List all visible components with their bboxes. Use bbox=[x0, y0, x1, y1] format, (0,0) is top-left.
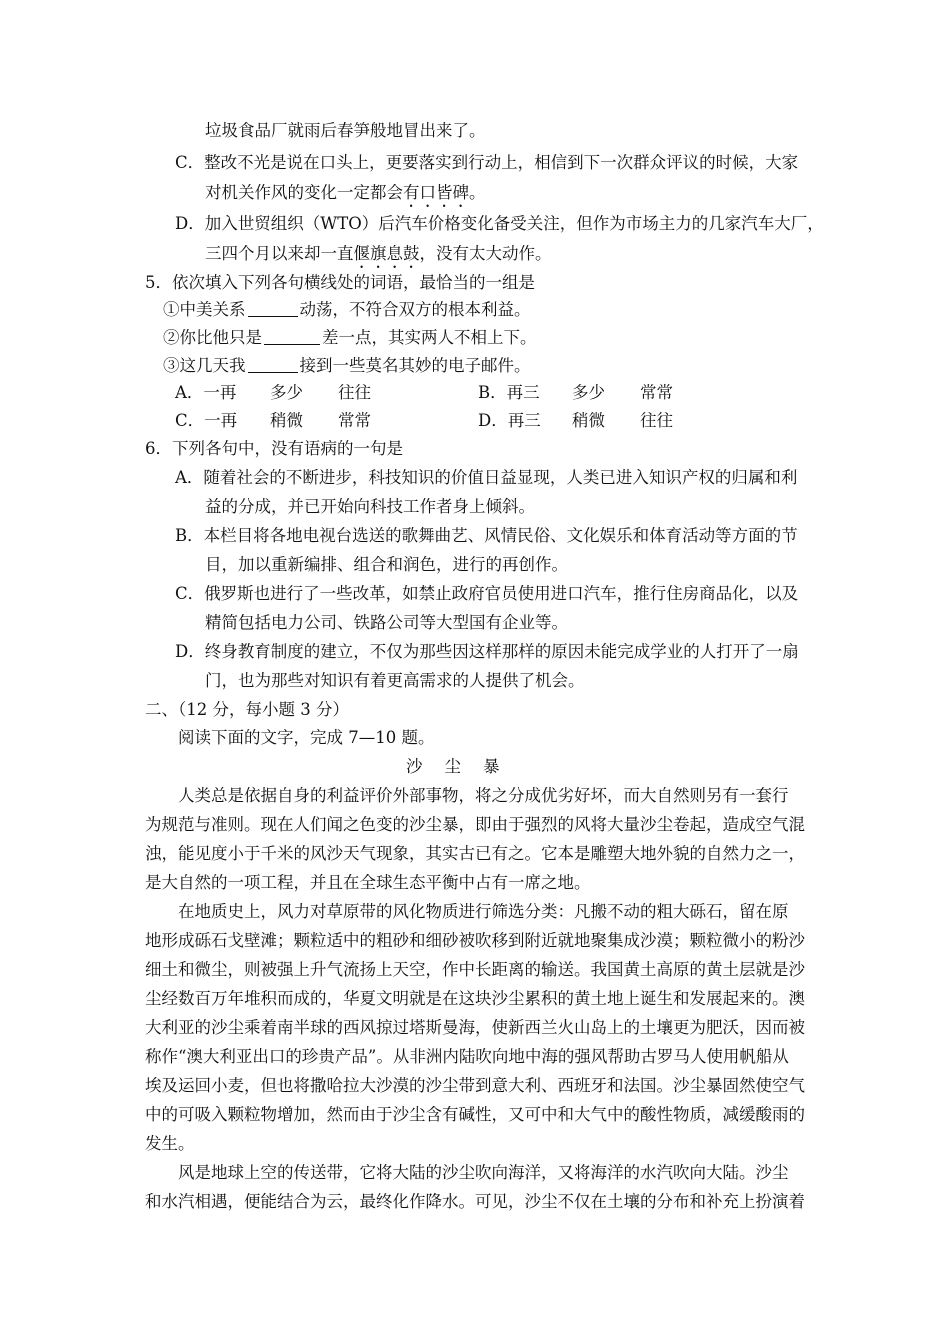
q5-option-c-word2: 稍微 bbox=[270, 411, 303, 430]
q5-option-d-label: D．再三 bbox=[478, 411, 541, 430]
q5-s2-pre: ②你比他只是 bbox=[163, 328, 262, 347]
q5-option-a-word3: 往往 bbox=[338, 383, 371, 402]
q5-sentence-2 bbox=[163, 327, 537, 349]
passage-p3-line: 风是地球上空的传送带，它将大陆的沙尘吹向海洋，又将海洋的水汽吹向大陆。沙尘 bbox=[178, 1163, 789, 1182]
q4-d-text-pre: 三四个月以来却一直 bbox=[205, 244, 354, 263]
q5-option-d-word3: 往往 bbox=[640, 411, 673, 430]
passage-p1-line: 为规范与准则。现在人们闻之色变的沙尘暴，即由于强烈的风将大量沙尘卷起，造成空气混 bbox=[145, 815, 805, 834]
passage-p2-line: 大利亚的沙尘乘着南半球的西风掠过塔斯曼海，使新西兰火山岛上的土壤更为肥沃，因而被 bbox=[145, 1018, 805, 1037]
passage-p3-line: 和水汽相遇，便能结合为云，最终化作降水。可见，沙尘不仅在土壤的分布和补充上扮演着 bbox=[145, 1192, 805, 1211]
q4-d-idiom: 偃旗息鼓 bbox=[353, 244, 420, 263]
q5-option-c-word3: 常常 bbox=[338, 411, 371, 430]
q5-stem: 5．依次填入下列各句横线处的词语，最恰当的一组是 bbox=[145, 273, 535, 292]
q5-option-d-word2: 稍微 bbox=[572, 411, 605, 430]
passage-p1-line: 浊，能见度小于千米的风沙天气现象，其实古已有之。它本是雕塑大地外貌的自然力之一， bbox=[145, 844, 805, 863]
q4-option-d-line2 bbox=[205, 243, 552, 272]
q5-blank-2 bbox=[264, 328, 320, 345]
passage-p2-line: 细土和微尘，则被强上升气流扬上天空，作中长距离的输送。我国黄土高原的黄土层就是沙 bbox=[145, 960, 805, 979]
q5-sentence-3 bbox=[163, 355, 531, 377]
q4-option-d-line1: D．加入世贸组织（WTO）后汽车价格变化备受关注，但作为市场主力的几家汽车大厂， bbox=[175, 214, 824, 233]
q6-option-a-line1: A．随着社会的不断进步，科技知识的价值日益显现，人类已进入知识产权的归属和利 bbox=[175, 468, 798, 487]
passage-p2-line: 中的可吸入颗粒物增加，然而由于沙尘含有碱性，又可中和大气中的酸性物质，减缓酸雨的 bbox=[145, 1105, 805, 1124]
q4-option-c-line2 bbox=[205, 182, 486, 211]
q6-option-d-line1: D．终身教育制度的建立，不仅为那些因这样那样的原因未能完成学业的人打开了一扇 bbox=[175, 642, 799, 661]
q5-blank-3 bbox=[248, 356, 298, 373]
q5-option-b-word2: 多少 bbox=[572, 383, 605, 402]
q5-option-b-word3: 常常 bbox=[640, 383, 673, 402]
q6-option-a-line2: 益的分成，并已开始向科技工作者身上倾斜。 bbox=[205, 497, 535, 516]
q6-option-b-line1: B．本栏目将各地电视台选送的歌舞曲艺、风情民俗、文化娱乐和体育活动等方面的节 bbox=[175, 526, 798, 545]
q4-c-text-post: 。 bbox=[469, 183, 486, 202]
passage-p1-line: 人类总是依据自身的利益评价外部事物，将之分成优劣好坏，而大自然则另有一套行 bbox=[178, 786, 789, 805]
q5-blank-1 bbox=[248, 300, 298, 317]
q5-option-a-word2: 多少 bbox=[270, 383, 303, 402]
section2-instruction: 阅读下面的文字，完成 7—10 题。 bbox=[178, 728, 435, 747]
q5-option-c-label: C．一再 bbox=[175, 411, 238, 430]
q5-s1-post: 动荡，不符合双方的根本利益。 bbox=[299, 300, 531, 319]
q4-d-text-post: ，没有太大动作。 bbox=[419, 244, 552, 263]
q4-option-b-continuation: 垃圾食品厂就雨后春笋般地冒出来了。 bbox=[205, 121, 486, 140]
passage-p2-line: 地形成砾石戈壁滩；颗粒适中的粗砂和细砂被吹移到附近就地聚集成沙漠；颗粒微小的粉沙 bbox=[145, 931, 805, 950]
q5-s1-pre: ①中美关系 bbox=[163, 300, 246, 319]
q5-option-b-label: B．再三 bbox=[478, 383, 540, 402]
q6-stem: 6．下列各句中，没有语病的一句是 bbox=[145, 439, 403, 458]
section2-heading: 二、（12 分，每小题 3 分） bbox=[145, 700, 349, 719]
q5-s3-post: 接到一些莫名其妙的电子邮件。 bbox=[299, 356, 531, 375]
q6-option-d-line2: 门，也为那些对知识有着更高需求的人提供了机会。 bbox=[205, 671, 585, 690]
passage-p2-line: 发生。 bbox=[145, 1134, 195, 1153]
q6-option-b-line2: 目，加以重新编排、组合和润色，进行的再创作。 bbox=[205, 555, 568, 574]
q4-option-c-line1: C．整改不光是说在口头上，更要落实到行动上，相信到下一次群众评议的时候，大家 bbox=[175, 153, 799, 172]
q5-s3-pre: ③这几天我 bbox=[163, 356, 246, 375]
q6-option-c-line2: 精简包括电力公司、铁路公司等大型国有企业等。 bbox=[205, 613, 568, 632]
q5-s2-post: 差一点，其实两人不相上下。 bbox=[322, 328, 537, 347]
q5-sentence-1 bbox=[163, 299, 531, 321]
q4-c-text-pre: 对机关作风的变化一定都会 bbox=[205, 183, 403, 202]
q6-option-c-line1: C．俄罗斯也进行了一些改革，如禁止政府官员使用进口汽车，推行住房商品化，以及 bbox=[175, 584, 799, 603]
passage-title: 沙尘暴 bbox=[406, 757, 522, 776]
passage-p1-line: 是大自然的一项工程，并且在全球生态平衡中占有一席之地。 bbox=[145, 873, 591, 892]
passage-p2-line: 称作“澳大利亚出口的珍贵产品”。从非洲内陆吹向地中海的强风帮助古罗马人使用帆船从 bbox=[145, 1047, 789, 1066]
q5-option-a-label: A．一再 bbox=[175, 383, 237, 402]
q4-c-idiom: 有口皆碑 bbox=[403, 183, 469, 202]
passage-p2-line: 埃及运回小麦，但也将撒哈拉大沙漠的沙尘带到意大利、西班牙和法国。沙尘暴固然使空气 bbox=[145, 1076, 805, 1095]
passage-p2-line: 尘经数百万年堆积而成的，华夏文明就是在这块沙尘累积的黄土地上诞生和发展起来的。澳 bbox=[145, 989, 805, 1008]
passage-p2-line: 在地质史上，风力对草原带的风化物质进行筛选分类：凡搬不动的粗大砾石，留在原 bbox=[178, 902, 789, 921]
